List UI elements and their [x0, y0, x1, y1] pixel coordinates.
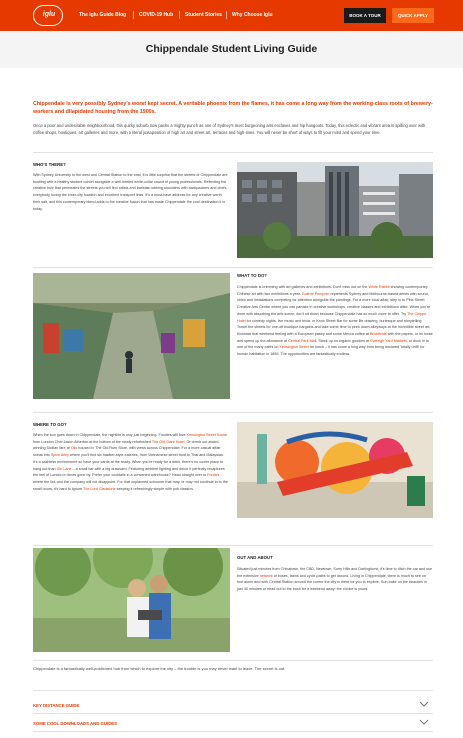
nav-separator	[226, 11, 227, 19]
text-run: When the sun goes down in Chippendale, the nightlife is only just beginning. Foodies will love	[33, 433, 187, 437]
nav-why-choose-iglu[interactable]: Why Choose Iglu	[232, 12, 273, 18]
nav-iglu-guide-blog[interactable]: The Iglu Guide Blog	[79, 12, 127, 18]
text-run: where the list, and the company will not disappoint. For that unplanned schooner that may, or may not continue in to the small hours, it's hard to ignore	[33, 479, 228, 491]
link-brickfields[interactable]: Brickfields	[369, 331, 387, 336]
section-heading-where: WHERE TO GO?	[33, 422, 67, 427]
text-run: – a small bar with a big drawcard. Featuring ambient lighting and décor it perfectly recaptures the feel of London in times gone by. Prefer your cocktails in a converted warehouse? Head straight over to	[33, 466, 225, 478]
book-tour-button[interactable]: BOOK A TOUR	[344, 8, 386, 23]
lead-paragraph: Chippendale is very possibly Sydney's worst kept secret. A veritable phoenix from the flames, it has come a long way from the working-class roots of brewery-workers and dilapidated housing from the 1900s.	[33, 101, 433, 116]
section-heading-what: WHAT TO DO?	[237, 273, 267, 278]
logo-text: iglu	[42, 11, 56, 18]
section-body-who: With Sydney University to the west and Central Station to the east, it is little surprise that the streets of Chippendale are bustling with a healthy student cohort alongside a well-heeled white-collar crowd of young professionals. Reflecting the creative hive that permeates the streets you will find artists and baristas rubbing shoulders with backpackers and chefs, everybody loving the inner-city location and excellent transport links. It's a must-have address for any creative worth their salt, and this contemporary blend adds to the creative fusion that has made Chippendale the cool destination it is today.	[33, 173, 228, 211]
link-chippo-hotel[interactable]: The Chippo Hotel	[237, 311, 427, 323]
link-gin-lane[interactable]: Gin Lane	[56, 466, 72, 471]
top-header	[0, 0, 463, 31]
text-run: where you'll find six hawker-style eateries, from Vietnamese street food to Thai and Malaysian. It's a cashless environment so have your cards at the ready. When you're ready for a drink, there's no cooler place to hang out than	[33, 453, 224, 471]
link-kensington-street[interactable]: Kensington Street	[279, 345, 309, 350]
closing-paragraph: Chippendale is a fantastically well-positioned hub from which to explore the city – the trouble is you may never want to leave. The secret is out.	[33, 666, 286, 671]
nav-separator	[179, 11, 180, 19]
divider	[33, 267, 433, 268]
section-body-out	[237, 566, 433, 593]
divider	[33, 152, 433, 153]
accordion-downloads-guides[interactable]	[33, 716, 433, 732]
text-run: keeping it refreshingly simple with pub classics.	[115, 486, 194, 491]
section-body-where	[33, 432, 229, 492]
photo-graffiti-wall	[237, 422, 433, 518]
link-old-clare-hotel[interactable]: The Old Clare Hotel	[151, 439, 185, 444]
link-galerie-pompom[interactable]: Galerie Pompom	[301, 291, 330, 296]
text-run: for comedy nights, live music and trivia, or Knox Street Bar for some life drawing, burlesque and storytelling. Travel the streets for one-off boutique bargains and take some time to peek down alleyways at the incredible street art. Kickstart that weekend feeling with a European pastry and some Mecca coffee at	[237, 318, 431, 336]
accordion-label: SOME COOL DOWNLOADS AND GUIDES	[33, 721, 118, 726]
divider	[33, 690, 433, 691]
text-run: housed in The Old Rum Store, with views across Chippendale. For a more casual affair sneak into	[33, 446, 221, 458]
divider	[33, 545, 433, 546]
text-run: . Or check out award-winning Sicilian fare at	[33, 439, 220, 451]
accordion-label: KEY DISTANCE GUIDE	[33, 703, 80, 708]
nav-covid-hub[interactable]: COVID-19 Hub	[139, 12, 174, 18]
chevron-down-icon	[419, 700, 429, 708]
accordion-key-distance-guide[interactable]	[33, 698, 433, 714]
link-spice-alley[interactable]: Spice Alley	[50, 453, 69, 458]
link-kensington-street-social[interactable]: Kensington Street Social	[186, 433, 227, 437]
nav-separator	[133, 11, 134, 19]
divider	[33, 713, 433, 714]
text-run: , or duck in to one of the many cafés on	[237, 338, 429, 350]
link-central-park-mall[interactable]: Central Park Mall	[288, 338, 317, 343]
text-run: with the papers, or lei loose and spend up the allowance at	[237, 331, 433, 343]
text-run: Situated just minutes from Chinatown, the CBD, Newtown, Surry Hills and Darlinghurst, it's time to ditch the car and use the extensive	[237, 567, 432, 578]
intro-paragraph: Once a poor and undesirable neighbourhood, this quirky suburb now packs a mighty punch as one of Sydney's most burgeoning arts enclaves and hip hangouts. Today, this eclectic and vibrant area is spilling over with coffee shops, boutiques, art galleries and more, with a literal juxtaposition of high art and street art, terraces and high-rises. You will never be short of ways to fill your mind and spend your time.	[33, 123, 426, 135]
text-run: represents Sydney and Melbourne-based artists with sound, video and installations competing for attention alongside the paintings. For a more local affair, step in to Pine Street Creative Arts Centre where you can partake in creative workshops, creative classes and exhibitions alike. When you're done with absorbing the arts scene, don't sit down because Chippendale has so much more to offer. Try	[237, 291, 431, 316]
text-run: from London Chef Jason Atherton at the bottom of the newly refurbished	[33, 439, 152, 444]
page-title: Chippendale Student Living Guide	[145, 43, 318, 55]
link-ollo[interactable]: Ollo	[70, 446, 78, 451]
photo-buildings	[237, 162, 433, 258]
link-lord-gladstone[interactable]: The Lord Gladstone	[83, 486, 116, 491]
divider	[33, 412, 433, 413]
iglu-logo[interactable]	[33, 5, 63, 26]
chevron-down-icon	[419, 718, 429, 726]
link-fredas[interactable]: Freda's	[207, 473, 220, 478]
divider	[33, 731, 433, 732]
link-white-rabbit[interactable]: White Rabbit	[368, 285, 390, 289]
link-network[interactable]: network	[259, 573, 273, 578]
section-heading-who: WHO'S THERE?	[33, 162, 66, 167]
photo-students-outdoors	[33, 548, 230, 652]
photo-street-art-alley	[33, 273, 230, 399]
quick-apply-button[interactable]: QUICK APPLY	[392, 8, 434, 23]
text-run: for lunch – it has come a long way from being declared 'totally unfit' for human habitation in 1859. The opportunities are fantastically endless.	[237, 345, 425, 357]
section-heading-out: OUT AND ABOUT	[237, 555, 273, 560]
nav-student-stories[interactable]: Student Stories	[185, 12, 222, 18]
text-run: Chippendale is brimming with art galleries and exhibitions. Don't miss out on the	[237, 285, 369, 289]
text-run: of buses, trains and cycle-paths to get around. Living in Chippendale, there is much to see on foot alone and with Central Station around the corner the city is there for you to explore. Sun-bake on the beaches in just 40 minutes or head out to the bush for a weekend away: the choice is yours.	[237, 573, 427, 592]
text-run: . Stock up on organic goodies at	[316, 338, 371, 343]
divider	[33, 660, 433, 661]
section-body-what	[237, 284, 433, 358]
text-run: showing contemporary Chinese art with two exhibitions a year.	[237, 285, 428, 296]
link-eveleigh-yard-markets[interactable]: Eveleigh Yard Markets	[370, 338, 407, 343]
